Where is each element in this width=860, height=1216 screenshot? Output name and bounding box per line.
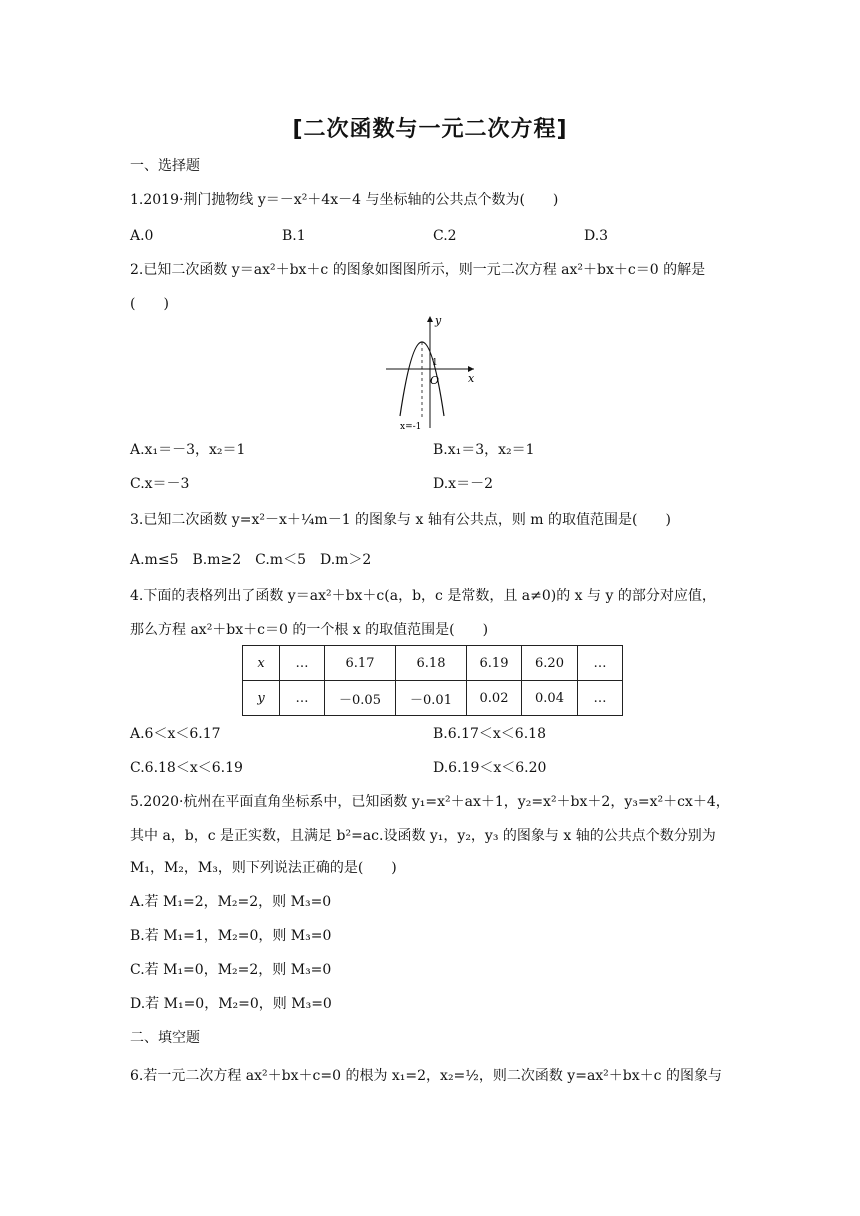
q4-option-d: D.6.19＜x＜6.20	[433, 760, 547, 776]
table-cell: 6.19	[467, 646, 522, 681]
y-axis-arrow	[427, 316, 433, 322]
question-1-stem: 1.2019·荆门抛物线 y＝－x²＋4x－4 与坐标轴的公共点个数为( )	[130, 192, 559, 208]
question-6-stem: 6.若一元二次方程 ax²＋bx＋c=0 的根为 x₁=2，x₂=½，则二次函数 y=ax²＋bx＋c 的图象与	[130, 1068, 722, 1084]
q1-option-d: D.3	[584, 228, 609, 244]
q2-option-d: D.x＝－2	[433, 476, 493, 492]
table-cell: …	[578, 646, 623, 681]
q4-option-b: B.6.17＜x＜6.18	[433, 726, 546, 742]
table-cell: y	[243, 681, 280, 716]
question-5-stem-cont: 其中 a，b，c 是正实数，且满足 b²=ac.设函数 y₁，y₂，y₃ 的图象与 x 轴的公共点个数分别为	[130, 828, 716, 844]
table-cell: …	[280, 646, 325, 681]
table-cell: －0.01	[396, 681, 467, 716]
q2-option-c: C.x＝－3	[130, 476, 190, 492]
table-cell: 6.17	[325, 646, 396, 681]
q2-option-a: A.x₁＝－3，x₂＝1	[130, 442, 246, 458]
parabola-graph	[380, 312, 480, 432]
table-cell: －0.05	[325, 681, 396, 716]
question-5-stem: 5.2020·杭州在平面直角坐标系中，已知函数 y₁=x²＋ax＋1，y₂=x²＋bx＋2，y₃=x²＋cx＋4，	[130, 794, 730, 810]
q2-option-b: B.x₁＝3，x₂＝1	[433, 442, 535, 458]
y-axis-label: y	[435, 314, 442, 327]
question-3-stem: 3.已知二次函数 y=x²－x＋¼m－1 的图象与 x 轴有公共点，则 m 的取值范围是( )	[130, 512, 671, 528]
question-2-stem-cont: ( )	[130, 296, 169, 312]
x-axis-label: x	[468, 372, 475, 385]
value-table	[242, 645, 623, 716]
q4-option-a: A.6＜x＜6.17	[130, 726, 221, 742]
table-cell: …	[578, 681, 623, 716]
table-row-x	[243, 646, 623, 681]
table-cell: x	[243, 646, 280, 681]
table-cell: 6.18	[396, 646, 467, 681]
origin-label: O	[430, 374, 440, 387]
q5-option-a: A.若 M₁=2，M₂=2，则 M₃=0	[130, 894, 332, 910]
q1-option-a: A.0	[130, 228, 154, 244]
table-cell: 0.02	[467, 681, 522, 716]
q5-option-c: C.若 M₁=0，M₂=2，则 M₃=0	[130, 962, 332, 978]
question-4-stem-cont: 那么方程 ax²＋bx＋c＝0 的一个根 x 的取值范围是( )	[130, 622, 489, 638]
q1-option-c: C.2	[433, 228, 457, 244]
table-row-y	[243, 681, 623, 716]
table-cell: 6.20	[522, 646, 578, 681]
q5-option-b: B.若 M₁=1，M₂=0，则 M₃=0	[130, 928, 332, 944]
question-5-stem-cont2: M₁，M₂，M₃，则下列说法正确的是( )	[130, 860, 397, 876]
section-heading-choice: 一、选择题	[130, 158, 200, 174]
question-4-stem: 4.下面的表格列出了函数 y＝ax²＋bx＋c(a，b，c 是常数，且 a≠0)的 x 与 y 的部分对应值，	[130, 588, 716, 604]
q4-option-c: C.6.18＜x＜6.19	[130, 760, 243, 776]
q1-option-b: B.1	[282, 228, 306, 244]
section-heading-fill: 二、填空题	[130, 1030, 200, 1046]
table-cell: …	[280, 681, 325, 716]
symmetry-axis-label: x=-1	[400, 422, 422, 432]
q5-option-d: D.若 M₁=0，M₂=0，则 M₃=0	[130, 996, 332, 1012]
q3-options: A.m≤5 B.m≥2 C.m＜5 D.m＞2	[130, 552, 372, 568]
page-title: [二次函数与一元二次方程]	[292, 117, 568, 142]
table-cell: 0.04	[522, 681, 578, 716]
unit-label: 1	[432, 358, 438, 368]
question-2-stem: 2.已知二次函数 y＝ax²＋bx＋c 的图象如图图所示，则一元二次方程 ax²＋bx＋c＝0 的解是	[130, 262, 706, 278]
